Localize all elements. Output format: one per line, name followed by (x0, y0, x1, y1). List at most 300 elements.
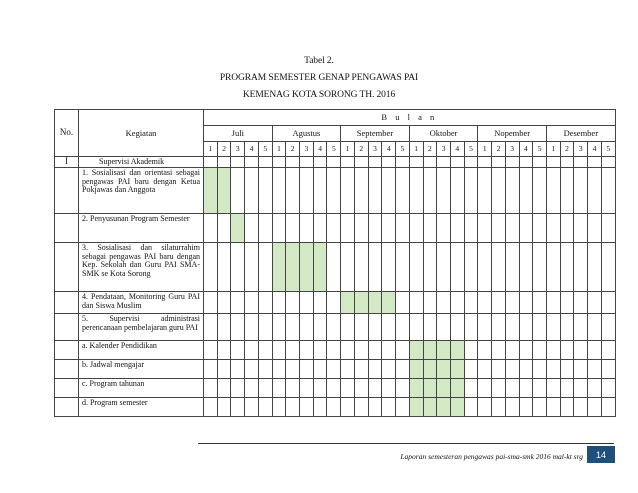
row-number-cell (55, 243, 79, 292)
month-header: September (341, 126, 410, 142)
week-cell (464, 243, 478, 292)
week-cell (492, 214, 506, 243)
week-cell (601, 314, 615, 341)
week-cell (231, 360, 245, 379)
week-cell (341, 168, 355, 214)
week-cell (505, 379, 519, 398)
week-cell (478, 157, 492, 168)
week-cell (546, 214, 560, 243)
activity-text: b. Jadwal mengajar (79, 360, 204, 379)
week-cell (505, 157, 519, 168)
week-cell (396, 341, 410, 360)
week-cell (533, 157, 547, 168)
week-cell (354, 398, 368, 417)
month-header: Juli (204, 126, 273, 142)
week-cell (286, 398, 300, 417)
week-cell (478, 314, 492, 341)
week-number: 1 (478, 142, 492, 157)
week-cell (300, 360, 314, 379)
week-cell (327, 398, 341, 417)
week-cell (574, 243, 588, 292)
week-cell (327, 168, 341, 214)
week-cell (574, 214, 588, 243)
week-cell (327, 360, 341, 379)
week-cell (560, 168, 574, 214)
week-cell (341, 398, 355, 417)
week-number: 3 (574, 142, 588, 157)
week-cell (588, 214, 602, 243)
week-cell (505, 341, 519, 360)
week-cell (478, 341, 492, 360)
week-cell (396, 168, 410, 214)
week-cell (533, 168, 547, 214)
scheduled-week-cell (409, 379, 423, 398)
scheduled-week-cell (409, 360, 423, 379)
week-cell (217, 157, 231, 168)
activity-text: 4. Pendataan, Monitoring Guru PAI dan Siswa Muslim (79, 292, 204, 314)
week-cell (354, 157, 368, 168)
week-cell (368, 157, 382, 168)
week-number: 4 (313, 142, 327, 157)
week-cell (574, 341, 588, 360)
scheduled-week-cell (450, 398, 464, 417)
week-cell (382, 398, 396, 417)
row-number-cell (55, 360, 79, 379)
week-cell (519, 341, 533, 360)
row-number-cell (55, 398, 79, 417)
week-cell (354, 168, 368, 214)
section-row (55, 157, 616, 168)
week-cell (423, 243, 437, 292)
week-cell (313, 314, 327, 341)
section-number: I (55, 157, 79, 168)
week-cell (478, 168, 492, 214)
week-cell (464, 398, 478, 417)
week-cell (258, 341, 272, 360)
week-cell (423, 314, 437, 341)
week-cell (300, 292, 314, 314)
week-cell (368, 360, 382, 379)
week-cell (327, 379, 341, 398)
week-cell (546, 398, 560, 417)
header-no: No. (55, 110, 79, 157)
week-cell (286, 314, 300, 341)
week-cell (368, 314, 382, 341)
week-cell (217, 360, 231, 379)
week-cell (546, 360, 560, 379)
row-number-cell (55, 341, 79, 360)
week-cell (560, 360, 574, 379)
week-cell (258, 398, 272, 417)
row-number-cell (55, 379, 79, 398)
week-cell (450, 292, 464, 314)
week-number: 1 (272, 142, 286, 157)
week-cell (300, 379, 314, 398)
week-cell (272, 168, 286, 214)
week-cell (313, 360, 327, 379)
week-number: 5 (464, 142, 478, 157)
week-cell (546, 379, 560, 398)
week-cell (313, 157, 327, 168)
week-cell (258, 214, 272, 243)
activity-row (55, 168, 616, 214)
week-cell (492, 292, 506, 314)
scheduled-week-cell (423, 360, 437, 379)
week-cell (533, 214, 547, 243)
week-cell (341, 214, 355, 243)
activity-row (55, 360, 616, 379)
header-kegiatan: Kegiatan (79, 110, 204, 157)
week-cell (327, 243, 341, 292)
scheduled-week-cell (409, 398, 423, 417)
week-cell (533, 292, 547, 314)
week-cell (588, 379, 602, 398)
week-cell (313, 292, 327, 314)
week-cell (354, 214, 368, 243)
week-cell (204, 314, 218, 341)
week-number: 5 (396, 142, 410, 157)
week-cell (588, 360, 602, 379)
week-cell (204, 243, 218, 292)
week-cell (327, 341, 341, 360)
week-cell (272, 157, 286, 168)
week-cell (231, 379, 245, 398)
week-cell (286, 157, 300, 168)
week-cell (588, 168, 602, 214)
week-cell (450, 157, 464, 168)
week-cell (272, 292, 286, 314)
week-cell (533, 243, 547, 292)
week-cell (204, 157, 218, 168)
week-cell (601, 379, 615, 398)
week-cell (286, 341, 300, 360)
week-cell (313, 341, 327, 360)
week-cell (382, 214, 396, 243)
week-cell (300, 314, 314, 341)
week-cell (546, 157, 560, 168)
week-cell (492, 243, 506, 292)
week-cell (231, 314, 245, 341)
week-cell (258, 314, 272, 341)
week-cell (204, 341, 218, 360)
week-cell (396, 398, 410, 417)
week-cell (272, 214, 286, 243)
week-cell (588, 157, 602, 168)
week-number: 3 (300, 142, 314, 157)
week-cell (341, 314, 355, 341)
week-cell (519, 214, 533, 243)
scheduled-week-cell (450, 341, 464, 360)
week-cell (354, 341, 368, 360)
week-cell (272, 360, 286, 379)
week-cell (217, 214, 231, 243)
week-cell (601, 292, 615, 314)
table-caption-title: PROGRAM SEMESTER GENAP PENGAWAS PAI (219, 73, 419, 83)
activity-text: 2. Penyusunan Program Semester (79, 214, 204, 243)
scheduled-week-cell (204, 168, 218, 214)
row-number-cell (55, 168, 79, 214)
week-cell (601, 360, 615, 379)
week-number: 4 (382, 142, 396, 157)
week-cell (560, 379, 574, 398)
week-cell (231, 157, 245, 168)
scheduled-week-cell (217, 168, 231, 214)
week-cell (492, 398, 506, 417)
week-cell (272, 398, 286, 417)
week-cell (588, 314, 602, 341)
week-cell (396, 214, 410, 243)
week-cell (574, 379, 588, 398)
scheduled-week-cell (354, 292, 368, 314)
week-cell (464, 168, 478, 214)
scheduled-week-cell (272, 243, 286, 292)
activity-row (55, 214, 616, 243)
week-cell (423, 157, 437, 168)
week-cell (368, 341, 382, 360)
activity-row (55, 398, 616, 417)
week-cell (437, 292, 451, 314)
week-cell (368, 398, 382, 417)
week-cell (204, 360, 218, 379)
week-cell (546, 341, 560, 360)
week-cell (272, 341, 286, 360)
week-cell (368, 379, 382, 398)
week-cell (382, 157, 396, 168)
week-cell (231, 341, 245, 360)
week-number: 2 (492, 142, 506, 157)
week-cell (217, 243, 231, 292)
scheduled-week-cell (450, 379, 464, 398)
week-cell (313, 214, 327, 243)
week-cell (245, 157, 259, 168)
activity-row (55, 314, 616, 341)
week-cell (245, 168, 259, 214)
week-number: 1 (409, 142, 423, 157)
week-cell (368, 214, 382, 243)
week-cell (464, 292, 478, 314)
week-cell (588, 398, 602, 417)
week-cell (204, 379, 218, 398)
week-cell (245, 341, 259, 360)
week-cell (217, 379, 231, 398)
week-cell (204, 292, 218, 314)
week-number: 3 (437, 142, 451, 157)
week-cell (382, 341, 396, 360)
week-cell (382, 168, 396, 214)
week-cell (478, 243, 492, 292)
week-cell (245, 360, 259, 379)
week-cell (505, 360, 519, 379)
week-cell (560, 243, 574, 292)
activity-row (55, 292, 616, 314)
week-cell (245, 314, 259, 341)
week-number: 2 (217, 142, 231, 157)
activity-row (55, 379, 616, 398)
scheduled-week-cell (409, 341, 423, 360)
footer-rule (198, 443, 614, 444)
scheduled-week-cell (313, 243, 327, 292)
week-cell (560, 292, 574, 314)
week-cell (533, 314, 547, 341)
week-cell (286, 360, 300, 379)
week-cell (409, 157, 423, 168)
week-cell (533, 341, 547, 360)
page-number-badge: 14 (587, 446, 615, 463)
activity-text: 1. Sosialisasi dan orientasi sebagai pengawas PAI baru dengan Ketua Pokjawas dan Anggota (79, 168, 204, 214)
week-cell (478, 214, 492, 243)
scheduled-week-cell (341, 292, 355, 314)
week-cell (231, 168, 245, 214)
week-number: 5 (533, 142, 547, 157)
week-cell (396, 243, 410, 292)
week-cell (354, 314, 368, 341)
week-cell (519, 292, 533, 314)
week-number: 2 (560, 142, 574, 157)
week-cell (492, 379, 506, 398)
week-cell (546, 168, 560, 214)
week-cell (505, 168, 519, 214)
week-cell (519, 168, 533, 214)
week-cell (450, 243, 464, 292)
week-cell (368, 243, 382, 292)
week-cell (341, 360, 355, 379)
week-cell (464, 341, 478, 360)
week-cell (300, 157, 314, 168)
week-number: 1 (204, 142, 218, 157)
week-cell (560, 314, 574, 341)
week-cell (588, 243, 602, 292)
week-cell (258, 292, 272, 314)
week-cell (354, 379, 368, 398)
week-cell (286, 292, 300, 314)
week-cell (245, 243, 259, 292)
week-cell (478, 398, 492, 417)
week-cell (519, 157, 533, 168)
month-header: Agustus (272, 126, 341, 142)
scheduled-week-cell (450, 360, 464, 379)
week-cell (437, 243, 451, 292)
week-cell (272, 314, 286, 341)
week-cell (327, 314, 341, 341)
week-cell (546, 314, 560, 341)
week-cell (546, 243, 560, 292)
week-cell (245, 398, 259, 417)
week-cell (217, 314, 231, 341)
week-cell (450, 214, 464, 243)
activity-text: a. Kalender Pendidikan (79, 341, 204, 360)
week-cell (533, 379, 547, 398)
week-number: 2 (423, 142, 437, 157)
week-cell (204, 214, 218, 243)
scheduled-week-cell (368, 292, 382, 314)
week-cell (533, 360, 547, 379)
scheduled-week-cell (437, 341, 451, 360)
week-cell (601, 168, 615, 214)
week-cell (341, 157, 355, 168)
week-cell (204, 398, 218, 417)
week-cell (258, 243, 272, 292)
week-cell (300, 341, 314, 360)
week-cell (245, 214, 259, 243)
week-cell (601, 341, 615, 360)
week-cell (396, 360, 410, 379)
week-cell (409, 292, 423, 314)
week-cell (409, 168, 423, 214)
week-cell (588, 292, 602, 314)
week-number: 5 (258, 142, 272, 157)
scheduled-week-cell (231, 214, 245, 243)
week-cell (505, 214, 519, 243)
week-cell (300, 168, 314, 214)
week-cell (286, 168, 300, 214)
week-cell (423, 292, 437, 314)
week-number: 3 (368, 142, 382, 157)
week-number: 1 (341, 142, 355, 157)
week-cell (505, 243, 519, 292)
week-cell (519, 360, 533, 379)
week-cell (464, 157, 478, 168)
week-cell (231, 243, 245, 292)
week-cell (231, 292, 245, 314)
month-header: Desember (546, 126, 615, 142)
week-cell (382, 360, 396, 379)
week-cell (505, 314, 519, 341)
week-cell (313, 398, 327, 417)
week-cell (505, 398, 519, 417)
week-cell (396, 379, 410, 398)
week-number: 2 (354, 142, 368, 157)
week-cell (258, 360, 272, 379)
week-cell (258, 168, 272, 214)
month-header: Oktober (409, 126, 478, 142)
scheduled-week-cell (382, 292, 396, 314)
week-cell (478, 292, 492, 314)
scheduled-week-cell (300, 243, 314, 292)
week-number: 4 (450, 142, 464, 157)
week-cell (464, 360, 478, 379)
row-number-cell (55, 292, 79, 314)
week-cell (354, 360, 368, 379)
week-cell (478, 360, 492, 379)
week-cell (272, 379, 286, 398)
week-cell (450, 314, 464, 341)
activity-text: 3. Sosialisasi dan silaturrahim sebagai pengawas PAI baru dengan Kep. Sekolah dan Guru PAI SMA-SMK se Kota Sorong (79, 243, 204, 292)
week-cell (382, 243, 396, 292)
activity-row (55, 341, 616, 360)
week-cell (313, 379, 327, 398)
schedule-table (54, 109, 616, 417)
week-cell (464, 314, 478, 341)
week-cell (505, 292, 519, 314)
week-number: 2 (286, 142, 300, 157)
week-cell (574, 292, 588, 314)
week-cell (450, 168, 464, 214)
week-cell (492, 341, 506, 360)
week-cell (245, 292, 259, 314)
week-cell (286, 214, 300, 243)
week-number: 3 (505, 142, 519, 157)
scheduled-week-cell (423, 379, 437, 398)
week-cell (409, 243, 423, 292)
week-cell (382, 314, 396, 341)
week-cell (423, 168, 437, 214)
week-cell (327, 214, 341, 243)
week-cell (258, 379, 272, 398)
scheduled-week-cell (286, 243, 300, 292)
week-cell (560, 157, 574, 168)
week-cell (258, 157, 272, 168)
week-cell (341, 379, 355, 398)
